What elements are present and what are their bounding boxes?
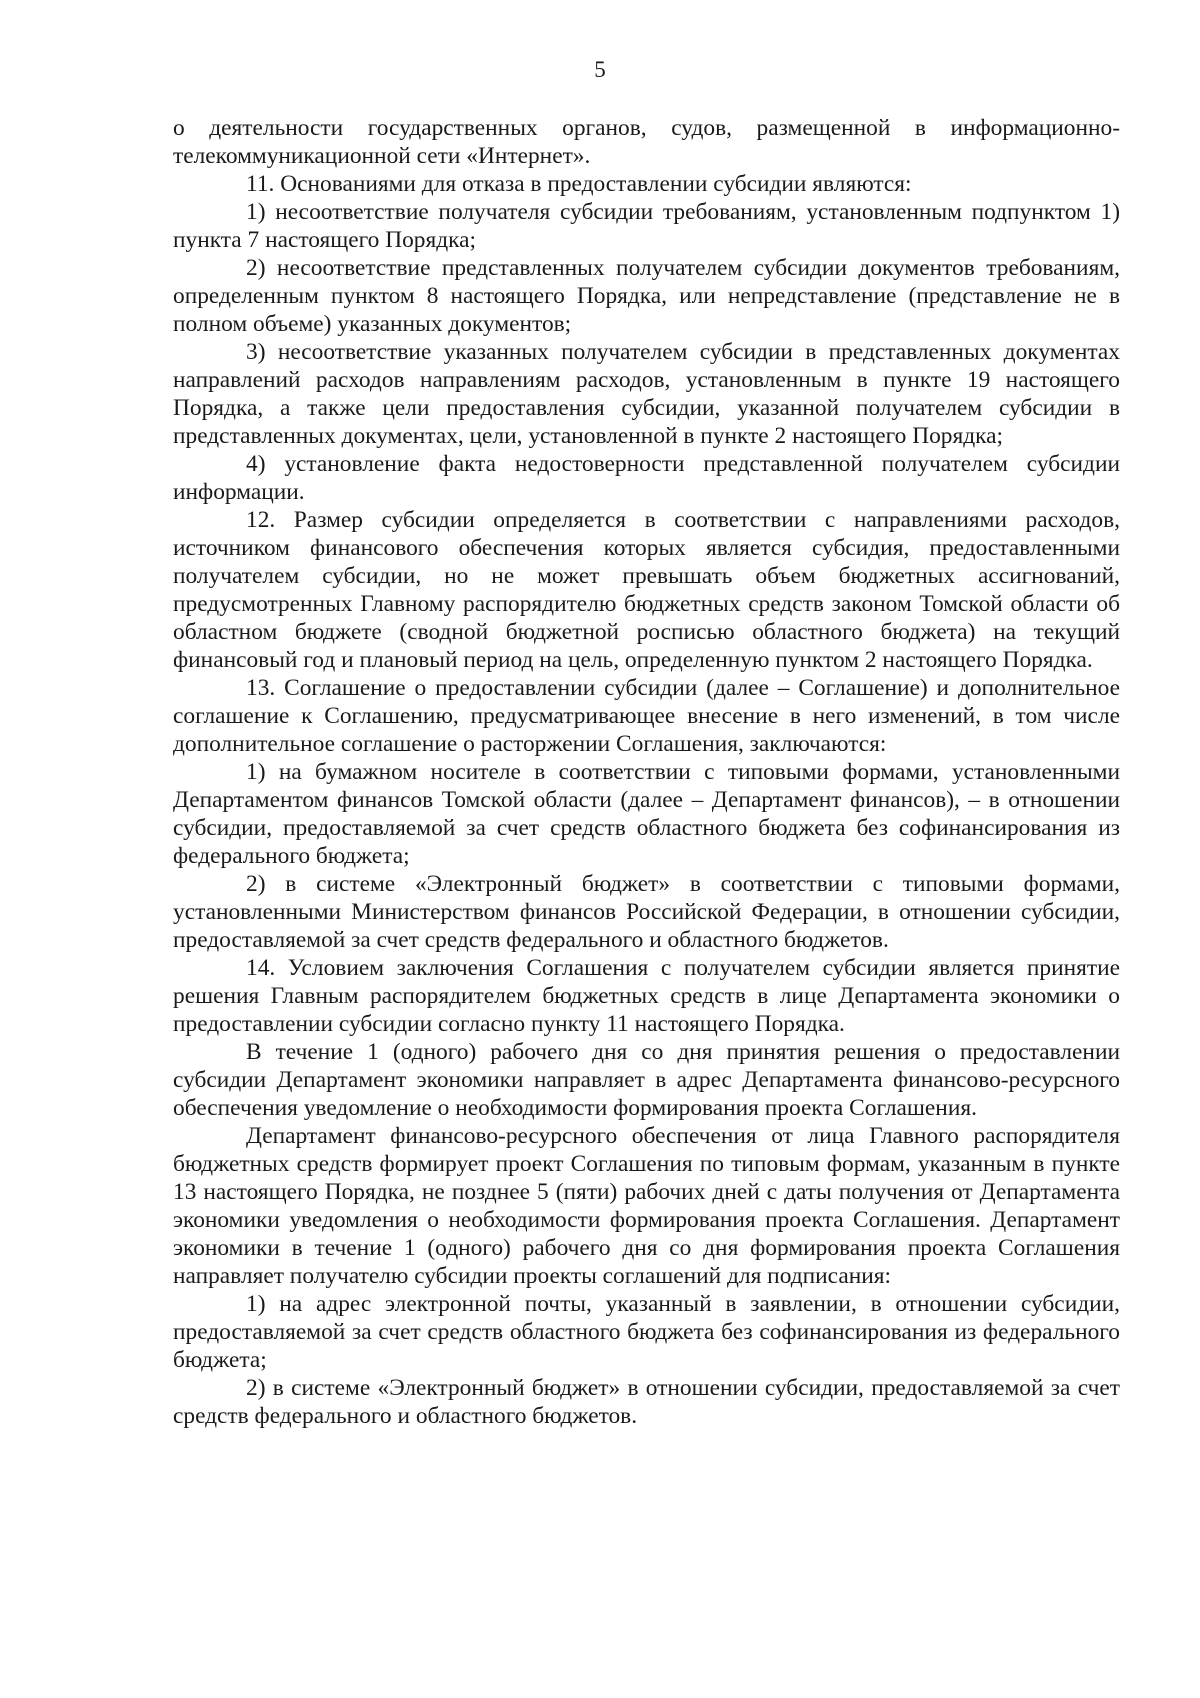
paragraph-continuation: о деятельности государственных органов, судов, размещенной в информационно-телекоммуникационной сети «Интернет».	[173, 115, 1120, 169]
page-number: 5	[594, 57, 606, 82]
paragraph-item-13-1: 1) на бумажном носителе в соответствии с типовыми формами, установленными Департаментом финансов Томской области (далее – Департамент финансов), – в отношении субсидии, предоставляемой за счет средств областного бюджета без софинансирования из федерального бюджета;	[173, 759, 1120, 869]
document-body	[173, 114, 1120, 1430]
paragraph-item-13: 13. Соглашение о предоставлении субсидии (далее – Соглашение) и дополнительное соглашение к Соглашению, предусматривающее внесение в него изменений, в том числе дополнительное соглашение о расторжении Соглашения, заключаются:	[173, 675, 1120, 757]
paragraph-item-13-2: 2) в системе «Электронный бюджет» в соответствии с типовыми формами, установленными Министерством финансов Российской Федерации, в отношении субсидии, предоставляемой за счет средств федерального и областного бюджетов.	[173, 871, 1120, 953]
paragraph-item-14: 14. Условием заключения Соглашения с получателем субсидии является принятие решения Главным распорядителем бюджетных средств в лице Департамента экономики о предоставлении субсидии согласно пункту 11 настоящего Порядка.	[173, 955, 1120, 1037]
paragraph-item-11-4: 4) установление факта недостоверности представленной получателем субсидии информации.	[173, 451, 1120, 505]
paragraph-item-11-1: 1) несоответствие получателя субсидии требованиям, установленным подпунктом 1) пункта 7 настоящего Порядка;	[173, 199, 1120, 253]
paragraph-item-14-1: 1) на адрес электронной почты, указанный в заявлении, в отношении субсидии, предоставляемой за счет средств областного бюджета без софинансирования из федерального бюджета;	[173, 1291, 1120, 1373]
paragraph-item-11-2: 2) несоответствие представленных получателем субсидии документов требованиям, определенным пунктом 8 настоящего Порядка, или непредставление (представление не в полном объеме) указанных документов;	[173, 255, 1120, 337]
paragraph-item-11: 11. Основаниями для отказа в предоставлении субсидии являются:	[246, 171, 912, 197]
paragraph-item-14-draft: Департамент финансово-ресурсного обеспечения от лица Главного распорядителя бюджетных средств формирует проект Соглашения по типовым формам, указанным в пункте 13 настоящего Порядка, не позднее 5 (пяти) рабочих дней с даты получения от Департамента экономики уведомления о необходимости формирования проекта Соглашения. Департамент экономики в течение 1 (одного) рабочего дня со дня формирования проекта Соглашения направляет получателю субсидии проекты соглашений для подписания:	[173, 1123, 1120, 1289]
paragraph-item-14-notice: В течение 1 (одного) рабочего дня со дня принятия решения о предоставлении субсидии Департамент экономики направляет в адрес Департамента финансово-ресурсного обеспечения уведомление о необходимости формирования проекта Соглашения.	[173, 1039, 1120, 1121]
paragraph-item-14-2: 2) в системе «Электронный бюджет» в отношении субсидии, предоставляемой за счет средств федерального и областного бюджетов.	[173, 1375, 1120, 1429]
paragraph-item-11-3: 3) несоответствие указанных получателем субсидии в представленных документах направлений расходов направлениям расходов, установленным в пункте 19 настоящего Порядка, а также цели предоставления субсидии, указанной получателем субсидии в представленных документах, цели, установленной в пункте 2 настоящего Порядка;	[173, 339, 1120, 449]
paragraph-item-12: 12. Размер субсидии определяется в соответствии с направлениями расходов, источником финансового обеспечения которых является субсидия, предоставленными получателем субсидии, но не может превышать объем бюджетных ассигнований, предусмотренных Главному распорядителю бюджетных средств законом Томской области об областном бюджете (сводной бюджетной росписью областного бюджета) на текущий финансовый год и плановый период на цель, определенную пунктом 2 настоящего Порядка.	[173, 507, 1120, 673]
